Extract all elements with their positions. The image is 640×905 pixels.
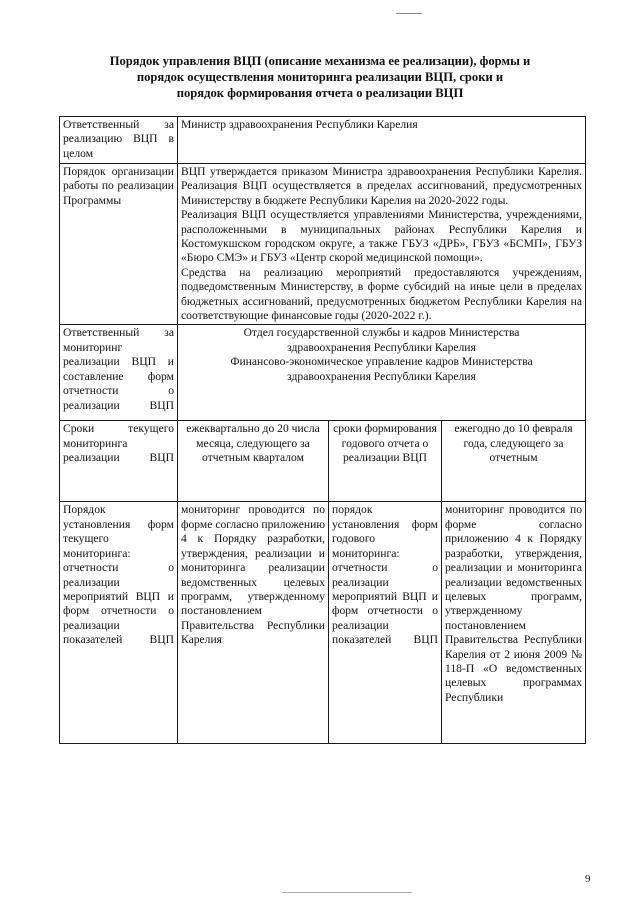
document-title [60,53,580,101]
annual-monitoring-form: мониторинг проводится по форме согласно приложению 4 к Порядку разработки, утверждения, реализации и мониторинга реализации ведомственных целевых программ, утвержденному постановлением Правительства Республики Карелия от 2 июня 2009 № 118-П «О ведомственных целевых программах Республики [442,502,586,744]
paragraph: ВЦП утверждается приказом Министра здравоохранения Республики Карелия. Реализация ВЦП осуществляется в пределах ассигнований, предусмотренных Министерству в бюджете Республики Карелия на 2020-2022 годы. [181,165,583,207]
department-line: Финансово-экономическое управление кадров Министерства [230,355,533,369]
row-value [178,325,586,421]
department-line: здравоохранения Республики Карелия [287,340,476,354]
title-line-3: порядок формирования отчета о реализации ВЦП [176,86,464,100]
paragraph: Реализация ВЦП осуществляется управлениями Министерства, учреждениями, расположенными в муниципальных районах Республики Карелия и Костомукшском городском округе, а также ГБУЗ «ДРБ», ГБУЗ «БСМП», ГБУЗ «Бюро СМЭ» и ГБУЗ «Центр скорой медицинской помощи». [181,208,583,265]
row-label: Ответственный за реализацию ВЦП в целом [60,117,178,164]
row-value [178,164,586,325]
table-row-monitoring-responsible [60,325,586,421]
scan-mark-bottom [282,892,412,893]
row-label: Порядок установления форм текущего мониторинга: отчетности о реализации мероприятий ВЦП и форм отчетности о реализации показателей ВЦП [60,502,178,744]
paragraph: Средства на реализацию мероприятий предоставляются учреждениям, подведомственным Министерству, в форме субсидий на иные цели в пределах бюджетных ассигнований, предусмотренных бюджетом Республики Карелия на соответствующие финансовые годы (2020-2022 г.). [181,265,583,323]
table-row-deadlines [60,421,586,502]
quarterly-deadline: ежеквартально до 20 числа месяца, следующего за отчетным кварталом [178,421,329,502]
table-row-responsible [60,117,586,164]
department-line: Отдел государственной службы и кадров Министерства [243,326,520,340]
row-label: Порядок организации работы по реализации Программы [60,164,178,325]
row-value: Министр здравоохранения Республики Карелия [178,117,586,164]
row-label: Ответственный за мониторинг реализации ВЦП и составление форм отчетности о реализации ВЦП [60,325,178,421]
current-monitoring-form: мониторинг проводится по форме согласно приложению 4 к Порядку разработки, утверждения, реализации и мониторинга реализации ведомственных целевых программ, утвержденному постановлением Правительства Республики Карелия [178,502,329,744]
annual-monitoring-label: порядок установления форм годового мониторинга: отчетности о реализации мероприятий ВЦП и форм отчетности о реализации показателей ВЦП [329,502,442,744]
table-row-organization [60,164,586,325]
table-row-forms [60,502,586,744]
department-line: здравоохранения Республики Карелия [287,369,476,383]
annual-report-deadline-label: сроки формирования годового отчета о реализации ВЦП [329,421,442,502]
program-management-table [59,116,586,744]
title-line-2: порядок осуществления мониторинга реализации ВЦП, сроки и [136,70,504,84]
row-label: Сроки текущего мониторинга реализации ВЦП [60,421,178,502]
scan-mark-top [396,13,422,14]
page-number: 9 [585,873,591,885]
title-line-1: Порядок управления ВЦП (описание механизма ее реализации), формы и [109,54,531,68]
annual-deadline: ежегодно до 10 февраля года, следующего за отчетным [442,421,586,502]
